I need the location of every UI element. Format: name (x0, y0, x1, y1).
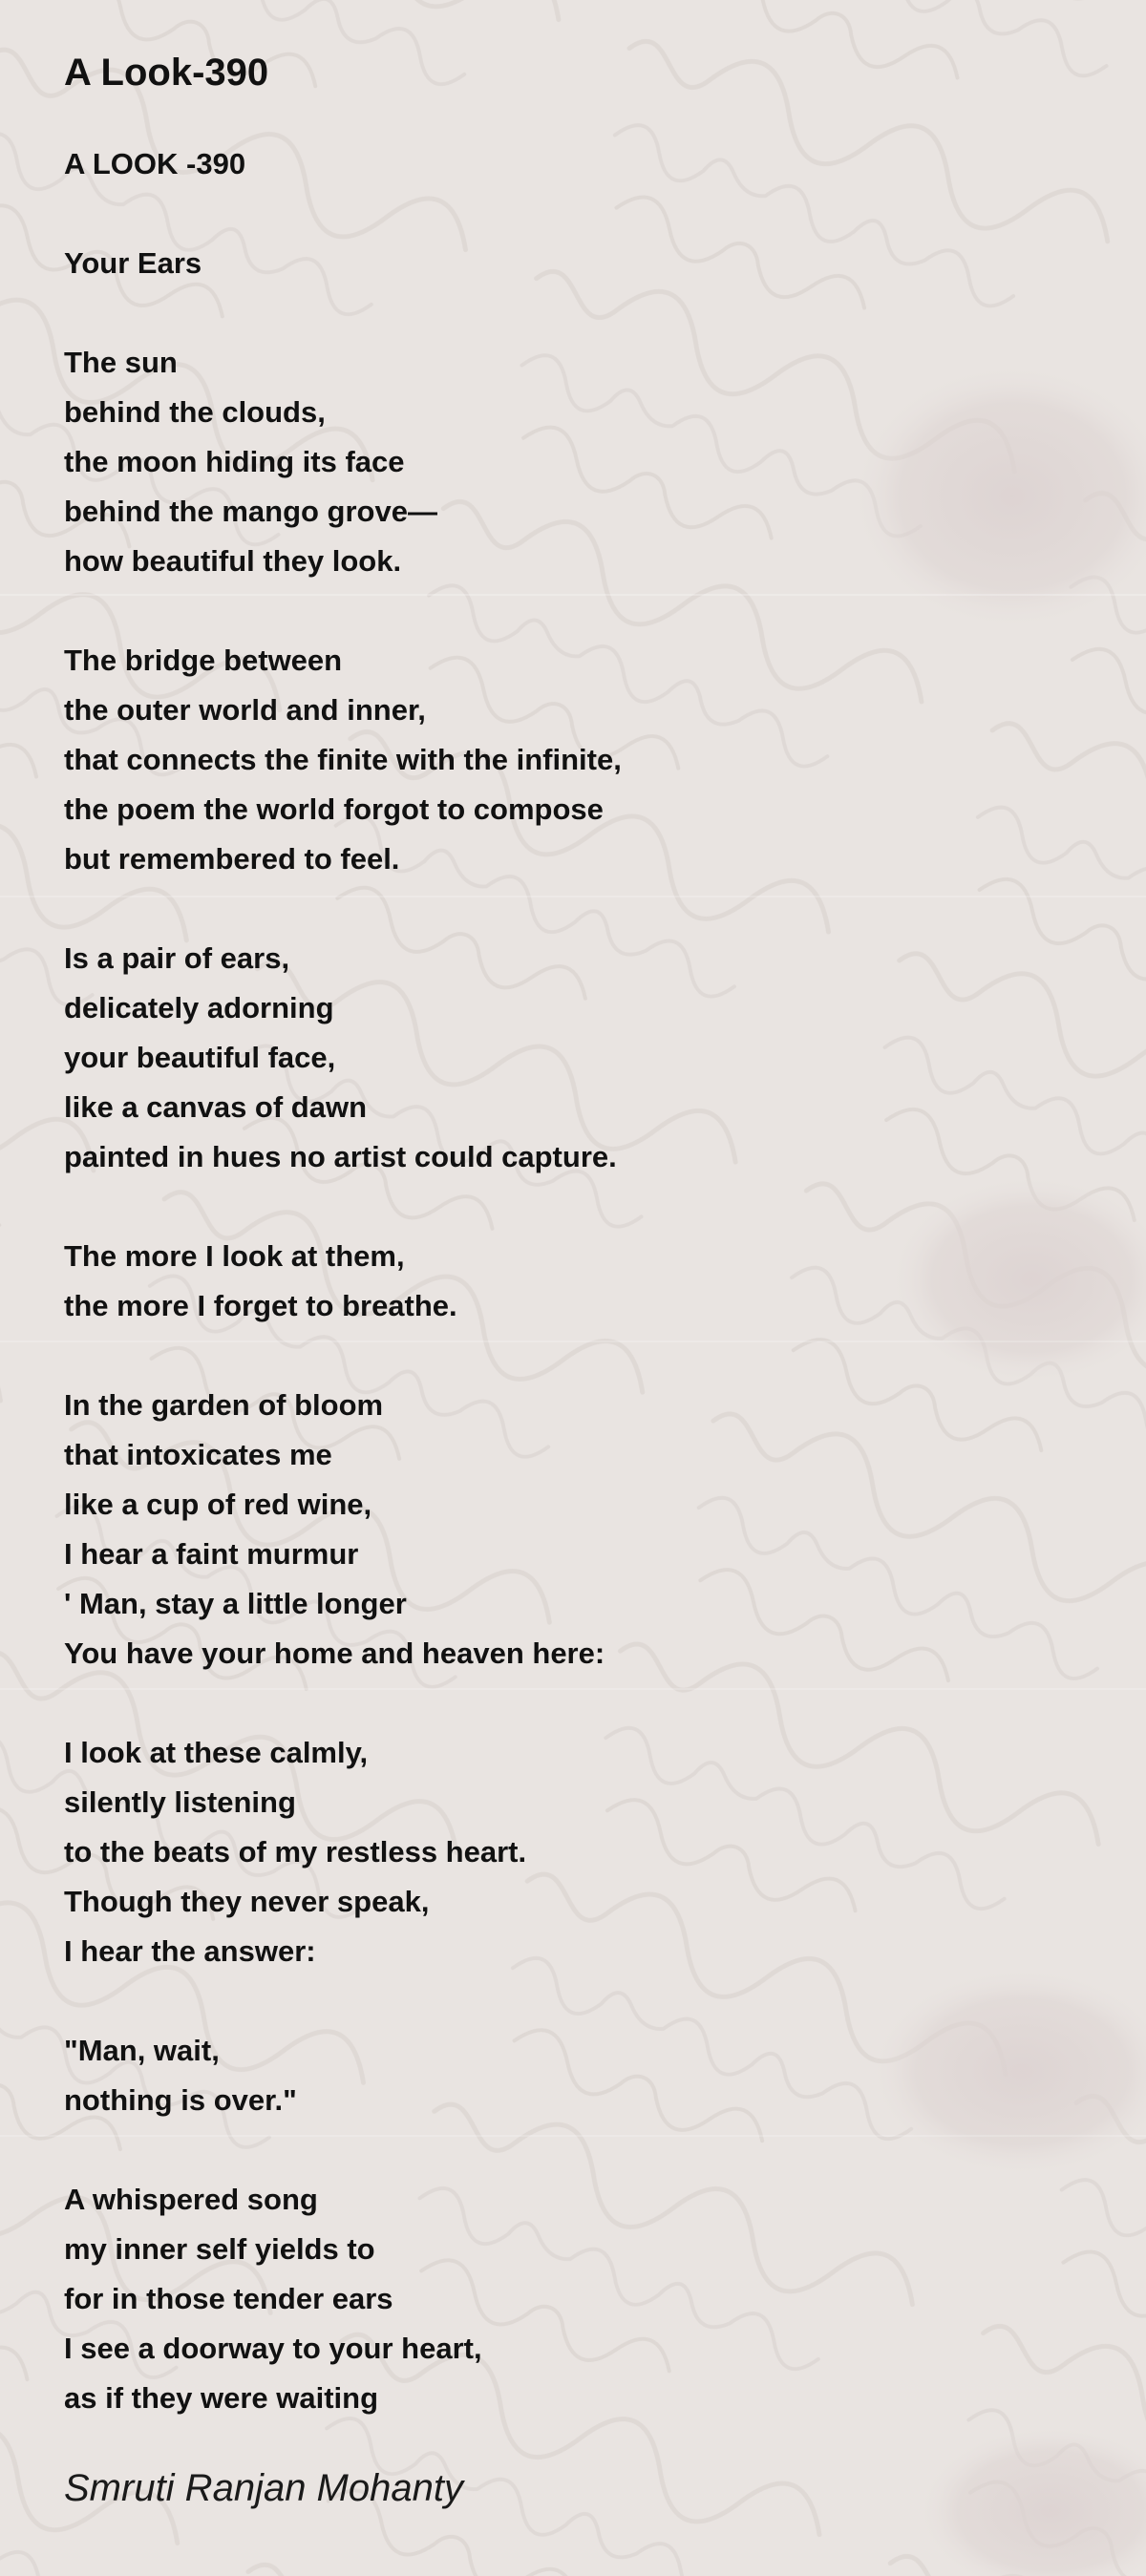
poem-line: I hear the answer: (64, 1934, 316, 1968)
poem-line: the more I forget to breathe. (64, 1289, 457, 1322)
poem-line: the poem the world forgot to compose (64, 792, 604, 826)
poem-line: your beautiful face, (64, 1041, 336, 1074)
poem-line: like a cup of red wine, (64, 1488, 372, 1521)
poem-line: silently listening (64, 1785, 296, 1819)
poem-line: the moon hiding its face (64, 445, 405, 478)
poem-line: that intoxicates me (64, 1438, 332, 1471)
poem-container (64, 46, 1095, 2515)
poem-line: nothing is over." (64, 2083, 297, 2117)
poem-stanza (64, 2175, 1095, 2423)
poem-line: Is a pair of ears, (64, 941, 290, 975)
poem-stanza (64, 239, 1095, 288)
poem-line: as if they were waiting (64, 2381, 379, 2415)
poem-stanza (64, 338, 1095, 586)
poem-line: "Man, wait, (64, 2034, 220, 2067)
poem-line: to the beats of my restless heart. (64, 1835, 527, 1869)
poem-line: The more I look at them, (64, 1239, 405, 1273)
poem-line: In the garden of bloom (64, 1388, 384, 1422)
poem-line: delicately adorning (64, 991, 334, 1024)
poem-line: The sun (64, 346, 178, 379)
poem-stanza (64, 636, 1095, 884)
poem-line: ' Man, stay a little longer (64, 1587, 407, 1620)
poem-line: behind the mango grove— (64, 495, 437, 528)
poem-line: behind the clouds, (64, 395, 326, 429)
poem-line: A LOOK -390 (64, 147, 246, 180)
page-title: A Look-390 (64, 52, 269, 94)
poem-line: painted in hues no artist could capture. (64, 1140, 617, 1173)
poem-line: how beautiful they look. (64, 544, 402, 578)
poem-line: Though they never speak, (64, 1885, 430, 1918)
poem-line: You have your home and heaven here: (64, 1636, 605, 1670)
poem-line: I hear a faint murmur (64, 1537, 359, 1571)
poem-line: I look at these calmly, (64, 1736, 369, 1769)
poem-stanza (64, 1728, 1095, 1976)
poem-line: the outer world and inner, (64, 693, 426, 727)
poem-line: The bridge between (64, 644, 343, 677)
author-name: Smruti Ranjan Mohanty (64, 2467, 463, 2509)
poem-stanza (64, 934, 1095, 1182)
poem-stanza (64, 1232, 1095, 1331)
poem-body (64, 139, 1095, 2423)
poem-stanza (64, 1381, 1095, 1679)
poem-line: my inner self yields to (64, 2232, 375, 2266)
poem-line: but remembered to feel. (64, 842, 400, 876)
poem-line: that connects the finite with the infinite, (64, 743, 622, 776)
poem-stanza (64, 139, 1095, 189)
poem-line: like a canvas of dawn (64, 1090, 368, 1124)
poem-line: Your Ears (64, 246, 202, 280)
poem-line: for in those tender ears (64, 2282, 393, 2315)
poem-line: I see a doorway to your heart, (64, 2332, 482, 2365)
poem-line: A whispered song (64, 2183, 318, 2216)
poem-stanza (64, 2026, 1095, 2125)
